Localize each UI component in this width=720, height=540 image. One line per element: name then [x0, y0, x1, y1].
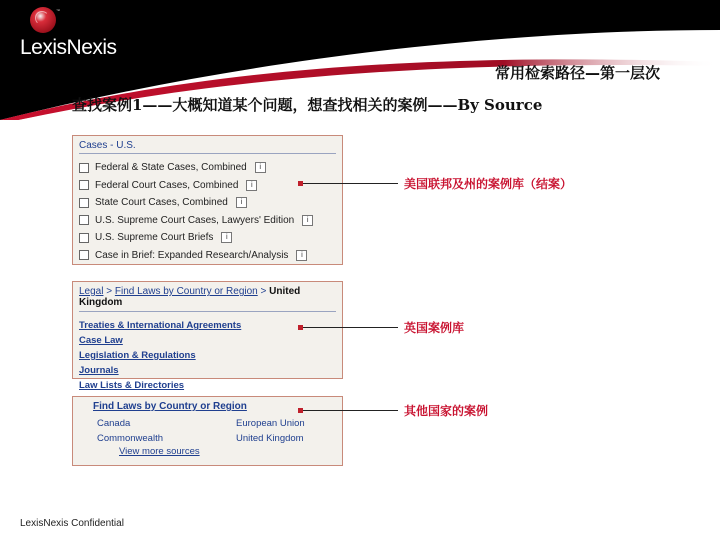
breadcrumb-find-laws-link[interactable]: Find Laws by Country or Region [114, 286, 258, 297]
lexisnexis-logo-icon [30, 7, 56, 33]
heading-divider [79, 153, 336, 154]
source-checkbox[interactable] [79, 163, 89, 173]
source-label: State Court Cases, Combined [95, 197, 228, 209]
callout-line [303, 183, 398, 184]
callout-other-countries: 其他国家的案例 [404, 404, 489, 418]
treaties-link[interactable]: Treaties & International Agreements [79, 320, 242, 331]
breadcrumb [79, 286, 336, 312]
info-icon[interactable]: i [246, 180, 257, 191]
source-checkbox[interactable] [79, 233, 89, 243]
source-label: Federal Court Cases, Combined [95, 179, 239, 191]
source-checkbox[interactable] [79, 250, 89, 260]
cases-us-panel [72, 135, 343, 265]
info-icon[interactable]: i [302, 215, 313, 226]
legislation-link[interactable]: Legislation & Regulations [79, 350, 196, 361]
info-icon[interactable]: i [255, 162, 266, 173]
callout-uk-cases: 英国案例库 [404, 321, 465, 335]
country-link-uk[interactable]: United Kingdom [236, 433, 304, 444]
cases-us-heading: Cases - U.S. [79, 140, 136, 151]
info-icon[interactable]: i [221, 232, 232, 243]
source-row [79, 247, 336, 265]
country-link-canada[interactable]: Canada [97, 418, 131, 429]
source-row [79, 212, 336, 230]
logo-trademark: ™ [56, 8, 60, 13]
source-label: U.S. Supreme Court Cases, Lawyers' Edition [95, 214, 295, 226]
country-grid [97, 416, 336, 446]
country-link-eu[interactable]: European Union [236, 418, 305, 429]
breadcrumb-legal-link[interactable]: Legal [79, 286, 104, 297]
source-label: Federal & State Cases, Combined [95, 162, 247, 174]
view-more-sources-link[interactable]: View more sources [119, 446, 200, 457]
breadcrumb-separator: > [106, 286, 113, 297]
source-row [79, 229, 336, 247]
lexisnexis-logo-text: LexisNexis [20, 36, 117, 59]
journals-link[interactable]: Journals [79, 365, 119, 376]
source-checkbox[interactable] [79, 215, 89, 225]
find-laws-heading-link[interactable]: Find Laws by Country or Region [93, 401, 247, 412]
info-icon[interactable]: i [236, 197, 247, 208]
source-checkbox[interactable] [79, 198, 89, 208]
country-link-commonwealth[interactable]: Commonwealth [97, 433, 163, 444]
info-icon[interactable]: i [296, 250, 307, 261]
breadcrumb-current: United Kingdom [79, 286, 301, 308]
callout-line [303, 327, 398, 328]
breadcrumb-separator: > [260, 286, 267, 297]
source-label: U.S. Supreme Court Briefs [95, 232, 214, 244]
slide-subtitle: 查找案例1——大概知道某个问题，想查找相关的案例——By Source [72, 96, 543, 114]
source-label: Case in Brief: Expanded Research/Analysis [95, 249, 289, 261]
case-law-link[interactable]: Case Law [79, 335, 123, 346]
uk-sources-panel [72, 281, 343, 391]
source-row [79, 159, 336, 177]
footer-confidential: LexisNexis Confidential [20, 518, 124, 529]
countries-panel [72, 396, 343, 466]
slide-title: 常用检索路径—第一层次 [494, 64, 660, 82]
callout-us-cases: 美国联邦及州的案例库（结案） [404, 177, 573, 191]
callout-line [303, 410, 398, 411]
source-row [79, 194, 336, 212]
law-lists-link[interactable]: Law Lists & Directories [79, 380, 185, 391]
source-checkbox[interactable] [79, 180, 89, 190]
